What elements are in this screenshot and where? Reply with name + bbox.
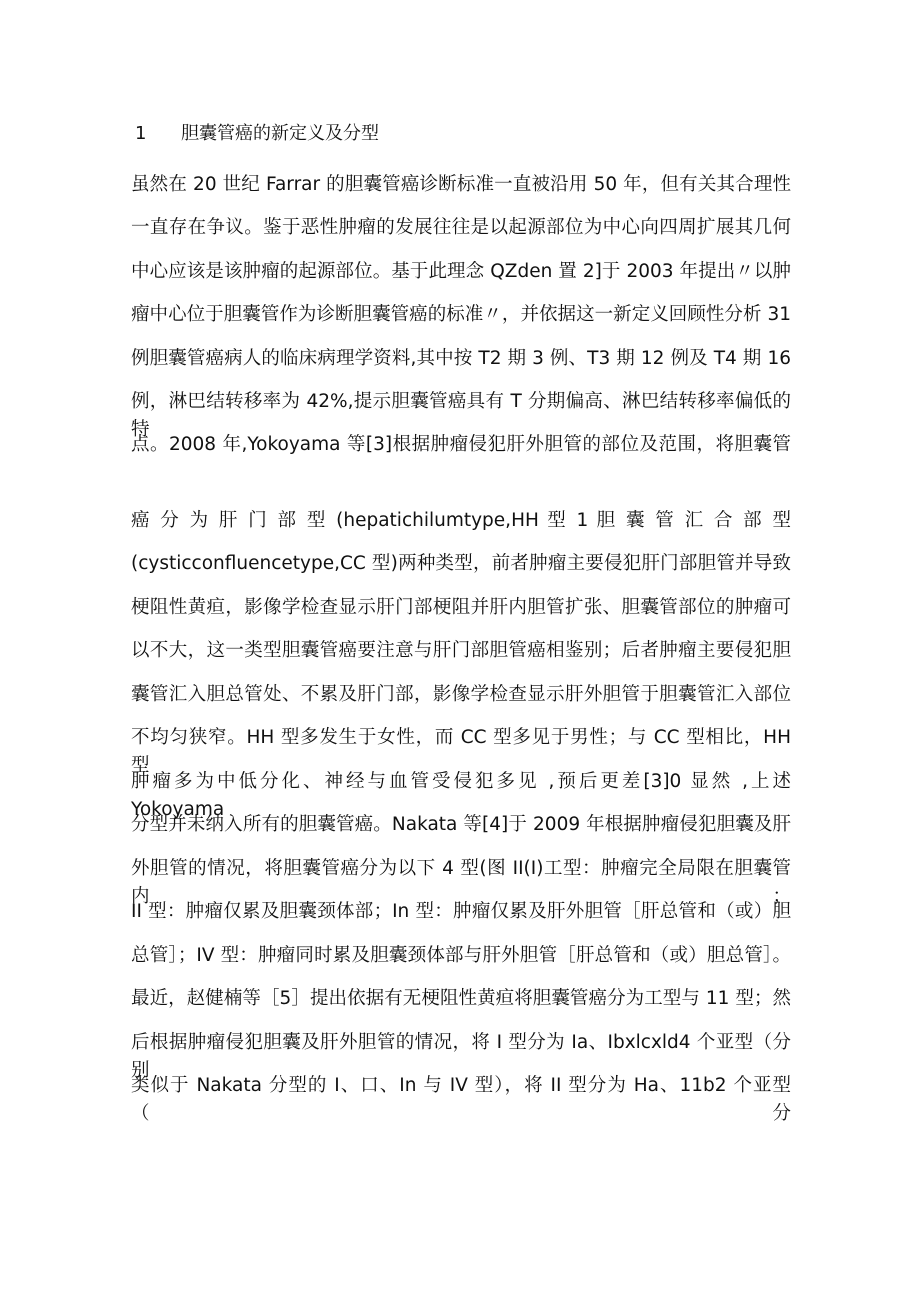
- paragraph-line: 总管］；IV 型：肿瘤同时累及胆囊颈体部与肝外胆管［肝总管和（或）胆总管］。: [131, 945, 791, 966]
- paragraph-line: 例，淋巴结转移率为 42%,提示胆囊管癌具有 T 分期偏高、淋巴结转移率偏低的特: [131, 391, 791, 440]
- paragraph-line: 以不大，这一类型胆囊管癌要注意与肝门部胆管癌相鉴别；后者肿瘤主要侵犯胆: [131, 640, 791, 661]
- section-number: 1: [135, 123, 147, 144]
- paragraph-line: 囊管汇入胆总管处、不累及肝门部，影像学检查显示肝外胆管于胆囊管汇入部位: [131, 684, 791, 705]
- section-title: 胆囊管癌的新定义及分型: [181, 123, 379, 144]
- paragraph-line: 分型并未纳入所有的胆囊管癌。Nakata 等[4]于 2009 年根据肿瘤侵犯胆囊及肝: [131, 814, 791, 835]
- paragraph-line: 梗阻性黄疸，影像学检查显示肝门部梗阻并肝内胆管扩张、胆囊管部位的肿瘤可: [131, 597, 791, 618]
- paragraph-line: 最近，赵健楠等［5］提出依据有无梗阻性黄疸将胆囊管癌分为工型与 11 型；然: [131, 988, 791, 1009]
- paragraph-line: 肿瘤多为中低分化、神经与血管受侵犯多见 ,预后更差[3]0 显然 ,上述 Yokoyama: [131, 771, 791, 820]
- paragraph-line: 类似于 Nakata 分型的 I、口、In 与 IV 型），将 II 型分为 Ha、11b2 个亚型（分: [131, 1075, 791, 1124]
- paragraph-line: 中心应该是该肿瘤的起源部位。基于此理念 QZden 置 2]于 2003 年提出〃以肿: [131, 261, 791, 282]
- paragraph-line: 外胆管的情况，将胆囊管癌分为以下 4 型(图 II(I)工型：肿瘤完全局限在胆囊管内；: [131, 858, 791, 907]
- paragraph-line: (cysticconfluencetype,CC 型)两种类型，前者肿瘤主要侵犯肝门部胆管并导致: [131, 553, 791, 574]
- paragraph-line: 虽然在 20 世纪 Farrar 的胆囊管癌诊断标准一直被沿用 50 年，但有关其合理性: [131, 174, 791, 195]
- paragraph-line: 例胆囊管癌病人的临床病理学资料,其中按 T2 期 3 例、T3 期 12 例及 T4 期 16: [131, 348, 791, 369]
- paragraph-line: 一直存在争议。鉴于恶性肿瘤的发展往往是以起源部位为中心向四周扩展其几何: [131, 217, 791, 238]
- paragraph-line: 后根据肿瘤侵犯胆囊及肝外胆管的情况，将 I 型分为 Ia、Ibxlcxld4 个亚型（分别: [131, 1032, 791, 1081]
- paragraph-line: 癌 分 为 肝 门 部 型 (hepatichilumtype,HH 型 1 胆 囊 管 汇 合 部 型: [131, 510, 791, 531]
- paragraph-line: 不均匀狭窄。HH 型多发生于女性，而 CC 型多见于男性；与 CC 型相比，HH 型: [131, 727, 791, 776]
- paragraph-line: 点。2008 年,Yokoyama 等[3]根据肿瘤侵犯肝外胆管的部位及范围，将胆囊管: [131, 434, 791, 455]
- section-heading: [135, 120, 379, 148]
- paragraph-line: 瘤中心位于胆囊管作为诊断胆囊管癌的标准〃，并依据这一新定义回顾性分析 31: [131, 304, 791, 325]
- paragraph-line: II 型：肿瘤仅累及胆囊颈体部；In 型：肿瘤仅累及肝外胆管［肝总管和（或）胆: [131, 901, 791, 922]
